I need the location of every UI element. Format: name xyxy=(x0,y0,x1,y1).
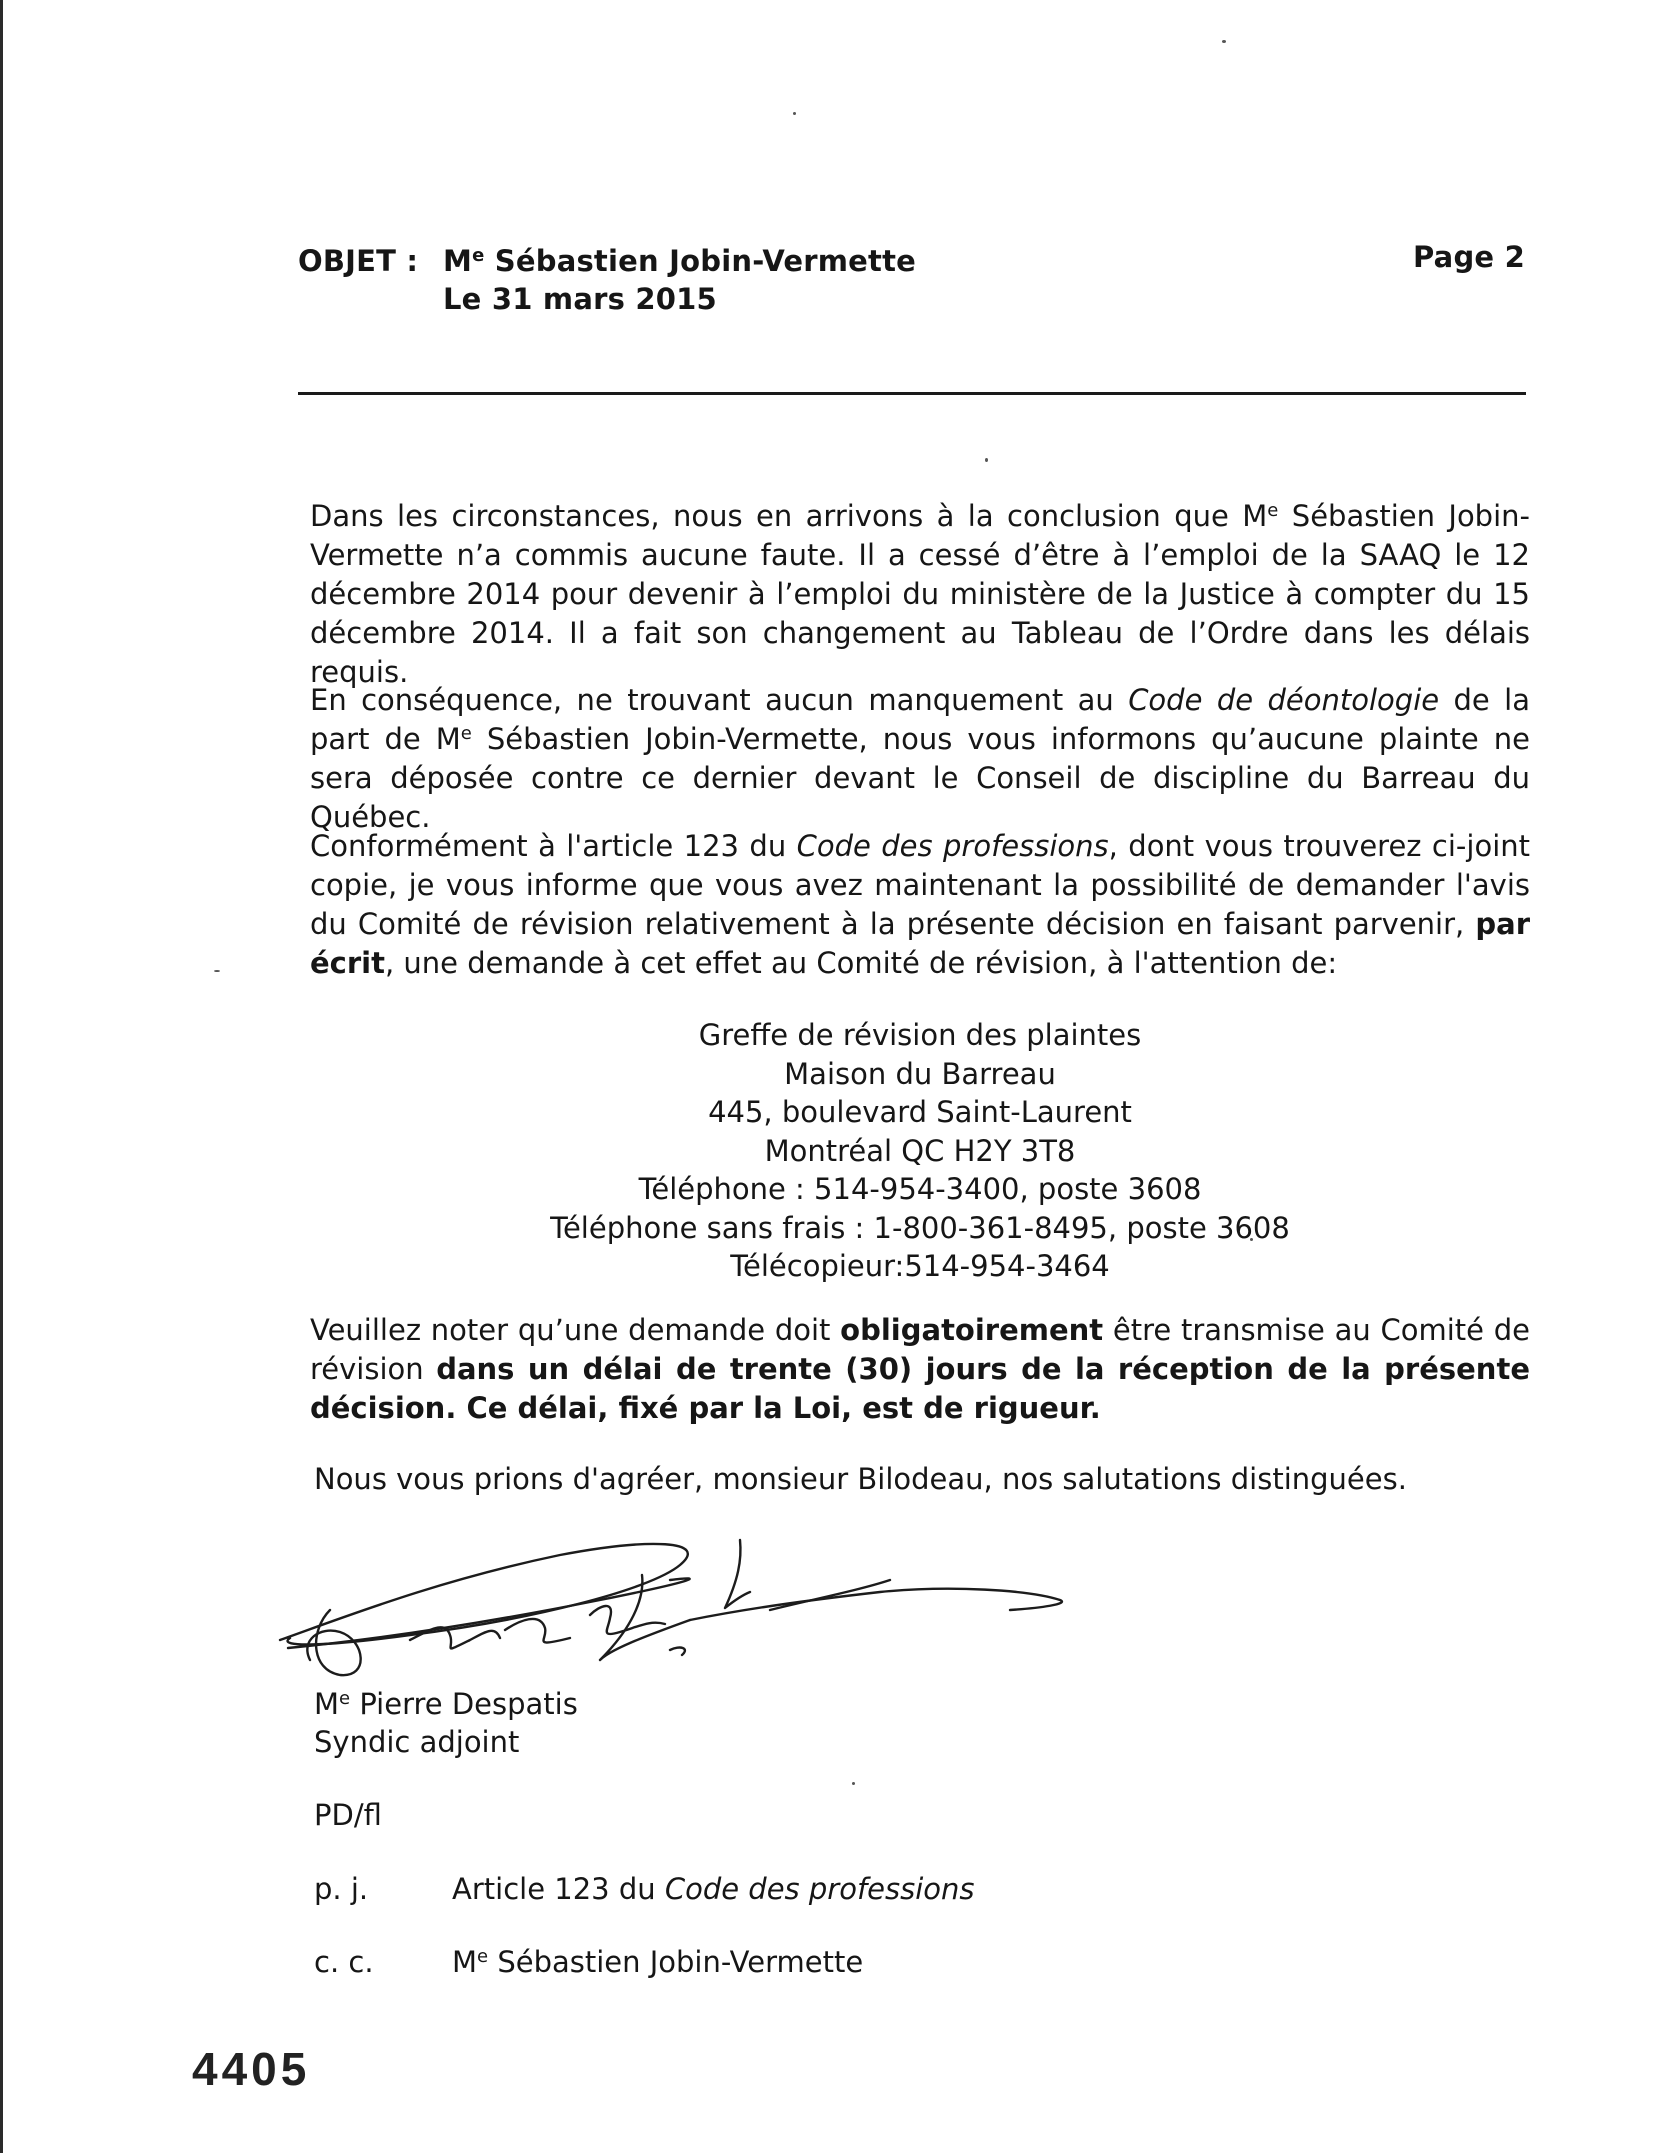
scan-speck xyxy=(1222,40,1226,43)
subject-prefix: M xyxy=(443,244,473,278)
enclosure-text: Article 123 du Code des professions xyxy=(452,1872,975,1906)
subject-line xyxy=(443,244,916,278)
scan-speck xyxy=(214,970,220,972)
enclosure-label: p. j. xyxy=(314,1872,369,1906)
handwritten-signature xyxy=(270,1520,1090,1700)
page-number: Page 2 xyxy=(1413,240,1525,274)
reference-initials: PD/fl xyxy=(314,1798,382,1832)
signatory-name: Me Pierre Despatis xyxy=(314,1687,578,1721)
header-rule xyxy=(298,392,1526,395)
address-line: Maison du Barreau xyxy=(784,1056,1056,1091)
cc-label: c. c. xyxy=(314,1945,374,1979)
signatory-title: Syndic adjoint xyxy=(314,1725,520,1759)
address-line: Télécopieur:514-954-3464 xyxy=(730,1249,1110,1283)
scan-speck xyxy=(852,1782,855,1785)
paragraph-conclusion: Dans les circonstances, nous en arrivons à la conclusion que Me Sébastien Jobin-Vermette n’a commis aucune faute. Il a cessé d’être à l’emploi de la SAAQ le 12 décembre 2014 pour devenir à l’emploi du ministère de la Justice à compter du 15 décembre 2014. Il a fait son changement au Tableau de l’Ordre dans les délais requis. xyxy=(310,499,1530,689)
subject-name: Sébastien Jobin-Vermette xyxy=(484,244,917,278)
cc-recipient: Me Sébastien Jobin-Vermette xyxy=(452,1945,864,1979)
scan-speck xyxy=(985,458,988,462)
scan-edge xyxy=(0,0,3,2153)
address-line: Téléphone : 514-954-3400, poste 3608 xyxy=(638,1172,1202,1206)
stamp-number: 4405 xyxy=(192,2043,311,2095)
address-line: Montréal QC H2Y 3T8 xyxy=(764,1133,1076,1168)
letter-date: Le 31 mars 2015 xyxy=(443,282,717,316)
objet-label: OBJET : xyxy=(298,244,419,278)
closing-salutation: Nous vous prions d'agréer, monsieur Bilodeau, nos salutations distinguées. xyxy=(314,1462,1407,1496)
subject-sup: e xyxy=(472,245,485,266)
address-line: Greffe de révision des plaintes xyxy=(698,1018,1142,1052)
address-line: Téléphone sans frais : 1-800-361-8495, poste 3608 xyxy=(550,1210,1290,1245)
paragraph-revision-rights: Conformément à l'article 123 du Code des professions, dont vous trouverez ci-joint copie, je vous informe que vous avez maintenant la possibilité de demander l'avis du Comité de révision relativement à la présente décision en faisant parvenir, par écrit, une demande à cet effet au Comité de révision, à l'attention de: xyxy=(310,829,1530,980)
paragraph-consequence: En conséquence, ne trouvant aucun manquement au Code de déontologie de la part de Me Sébastien Jobin-Vermette, nous vous informons qu’aucune plainte ne sera déposée contre ce dernier devant le Conseil de discipline du Barreau du Québec. xyxy=(310,683,1531,834)
paragraph-deadline: Veuillez noter qu’une demande doit obligatoirement être transmise au Comité de révision dans un délai de trente (30) jours de la réception de la présente décision. Ce délai, fixé par la Loi, est de rigueur. xyxy=(310,1313,1530,1425)
scan-speck xyxy=(793,112,796,115)
address-line: 445, boulevard Saint-Laurent xyxy=(708,1095,1132,1129)
address-block xyxy=(520,1016,1320,1286)
